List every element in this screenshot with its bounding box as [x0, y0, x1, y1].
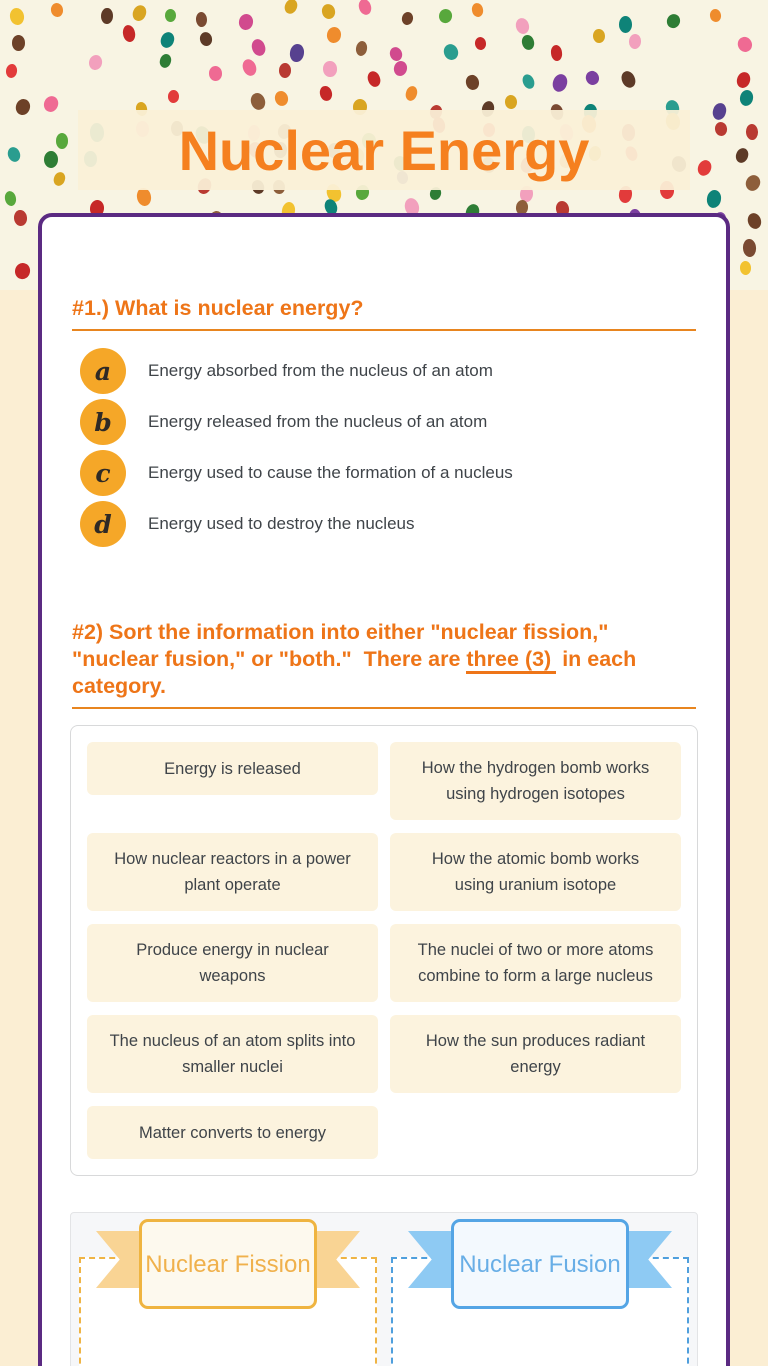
option-d[interactable]: [80, 501, 698, 547]
drag-tile-hydrogen-bomb[interactable]: How the hydrogen bomb works using hydrogen isotopes: [390, 742, 681, 820]
worksheet-card: [38, 213, 730, 1366]
drag-tile-matter-converts[interactable]: Matter converts to energy: [87, 1106, 378, 1159]
question2-heading: [72, 619, 672, 700]
fission-category-label: Nuclear Fission: [139, 1219, 317, 1309]
option-a[interactable]: [80, 348, 698, 394]
drag-tile-nuclei-combine[interactable]: The nuclei of two or more atoms combine to form a large nucleus: [390, 924, 681, 1002]
drag-tile-sun-radiant[interactable]: How the sun produces radiant energy: [390, 1015, 681, 1093]
question2-divider: [72, 707, 696, 709]
drag-tile-energy-released[interactable]: Energy is released: [87, 742, 378, 795]
question1-divider: [72, 329, 696, 331]
question2-heading-underlined: three (3): [466, 647, 556, 674]
fission-zone: [79, 1219, 377, 1366]
option-c[interactable]: [80, 450, 698, 496]
question2-heading-before: #2) Sort the information into either "nuclear fission," "nuclear fusion," or "both." There are: [72, 620, 609, 671]
fusion-category-label: Nuclear Fusion: [451, 1219, 629, 1309]
fusion-zone: [391, 1219, 689, 1366]
question2-heading-after: in each category.: [72, 647, 637, 698]
option-c-letter-badge[interactable]: c: [80, 450, 126, 496]
question1-options: [80, 348, 698, 547]
drag-tile-nuclear-reactors[interactable]: How nuclear reactors in a power plant operate: [87, 833, 378, 911]
option-d-label: Energy used to destroy the nucleus: [148, 514, 415, 533]
question1-heading: #1.) What is nuclear energy?: [72, 296, 364, 320]
drag-tile-nuclear-weapons[interactable]: Produce energy in nuclear weapons: [87, 924, 378, 1002]
question2-section: [70, 619, 698, 1366]
option-b-label: Energy released from the nucleus of an atom: [148, 412, 488, 431]
drag-tile-atomic-bomb[interactable]: How the atomic bomb works using uranium isotope: [390, 833, 681, 911]
page-title: Nuclear Energy: [178, 118, 590, 182]
option-c-label: Energy used to cause the formation of a nucleus: [148, 463, 513, 482]
option-d-letter-badge[interactable]: d: [80, 501, 126, 547]
title-banner: [78, 110, 690, 190]
option-b[interactable]: [80, 399, 698, 445]
sort-bank: [70, 725, 698, 1176]
drag-tile-nucleus-splits[interactable]: The nucleus of an atom splits into smaller nuclei: [87, 1015, 378, 1093]
option-b-letter-badge[interactable]: b: [80, 399, 126, 445]
option-a-label: Energy absorbed from the nucleus of an atom: [148, 361, 493, 380]
category-zones: [70, 1212, 698, 1366]
option-a-letter-badge[interactable]: a: [80, 348, 126, 394]
